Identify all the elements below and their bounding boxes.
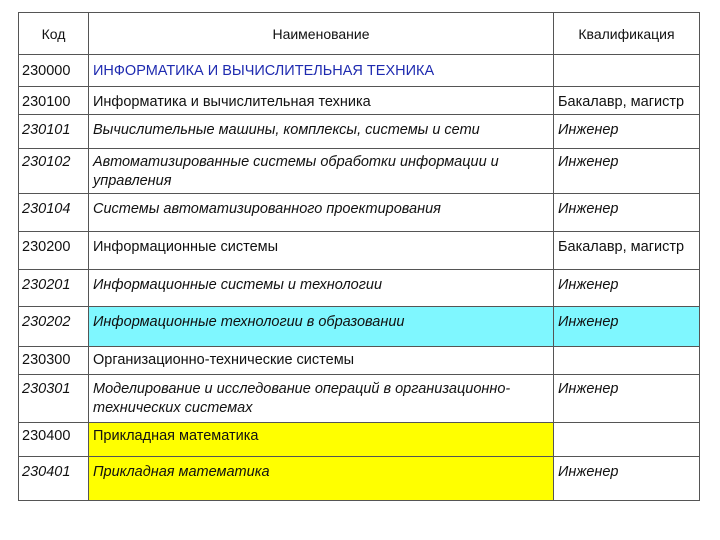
table-row (19, 270, 700, 307)
specialties-table-container (18, 12, 699, 501)
row-code: 230401 (19, 457, 89, 501)
row-code: 230201 (19, 270, 89, 307)
row-name: Информационные системы и технологии (89, 270, 554, 307)
row-qualification: Инженер (554, 149, 700, 194)
row-name: Информационные системы (89, 232, 554, 270)
row-qualification (554, 347, 700, 375)
row-code: 230202 (19, 307, 89, 347)
row-qualification: Инженер (554, 194, 700, 232)
table-row (19, 149, 700, 194)
row-name: ИНФОРМАТИКА И ВЫЧИСЛИТЕЛЬНАЯ ТЕХНИКА (89, 55, 554, 87)
row-name: Прикладная математика (89, 423, 554, 457)
specialties-table (18, 12, 700, 501)
row-code: 230300 (19, 347, 89, 375)
row-name: Системы автоматизированного проектирования (89, 194, 554, 232)
row-code: 230102 (19, 149, 89, 194)
table-row (19, 194, 700, 232)
table-header-row (19, 13, 700, 55)
table-row-highlighted-cyan (19, 307, 700, 347)
table-row (19, 347, 700, 375)
header-name: Наименование (89, 13, 554, 55)
row-qualification (554, 423, 700, 457)
row-code: 230100 (19, 87, 89, 115)
header-qualification: Квалификация (554, 13, 700, 55)
header-code: Код (19, 13, 89, 55)
table-row (19, 55, 700, 87)
row-code: 230000 (19, 55, 89, 87)
row-qualification (554, 55, 700, 87)
row-qualification: Бакалавр, магистр (554, 87, 700, 115)
row-name: Организационно-технические системы (89, 347, 554, 375)
table-row (19, 115, 700, 149)
row-qualification: Инженер (554, 457, 700, 501)
row-name: Информатика и вычислительная техника (89, 87, 554, 115)
row-qualification: Инженер (554, 270, 700, 307)
row-qualification: Инженер (554, 115, 700, 149)
row-qualification: Инженер (554, 307, 700, 347)
row-name: Автоматизированные системы обработки информации и управления (89, 149, 554, 194)
row-qualification: Бакалавр, магистр (554, 232, 700, 270)
row-name: Моделирование и исследование операций в организационно-технических системах (89, 375, 554, 423)
row-qualification: Инженер (554, 375, 700, 423)
table-row (19, 375, 700, 423)
table-row (19, 87, 700, 115)
row-code: 230101 (19, 115, 89, 149)
row-name: Вычислительные машины, комплексы, системы и сети (89, 115, 554, 149)
row-code: 230104 (19, 194, 89, 232)
row-name: Прикладная математика (89, 457, 554, 501)
table-row-highlighted-yellow (19, 457, 700, 501)
row-name: Информационные технологии в образовании (89, 307, 554, 347)
table-row-highlighted-yellow (19, 423, 700, 457)
row-code: 230400 (19, 423, 89, 457)
row-code: 230200 (19, 232, 89, 270)
row-code: 230301 (19, 375, 89, 423)
table-row (19, 232, 700, 270)
